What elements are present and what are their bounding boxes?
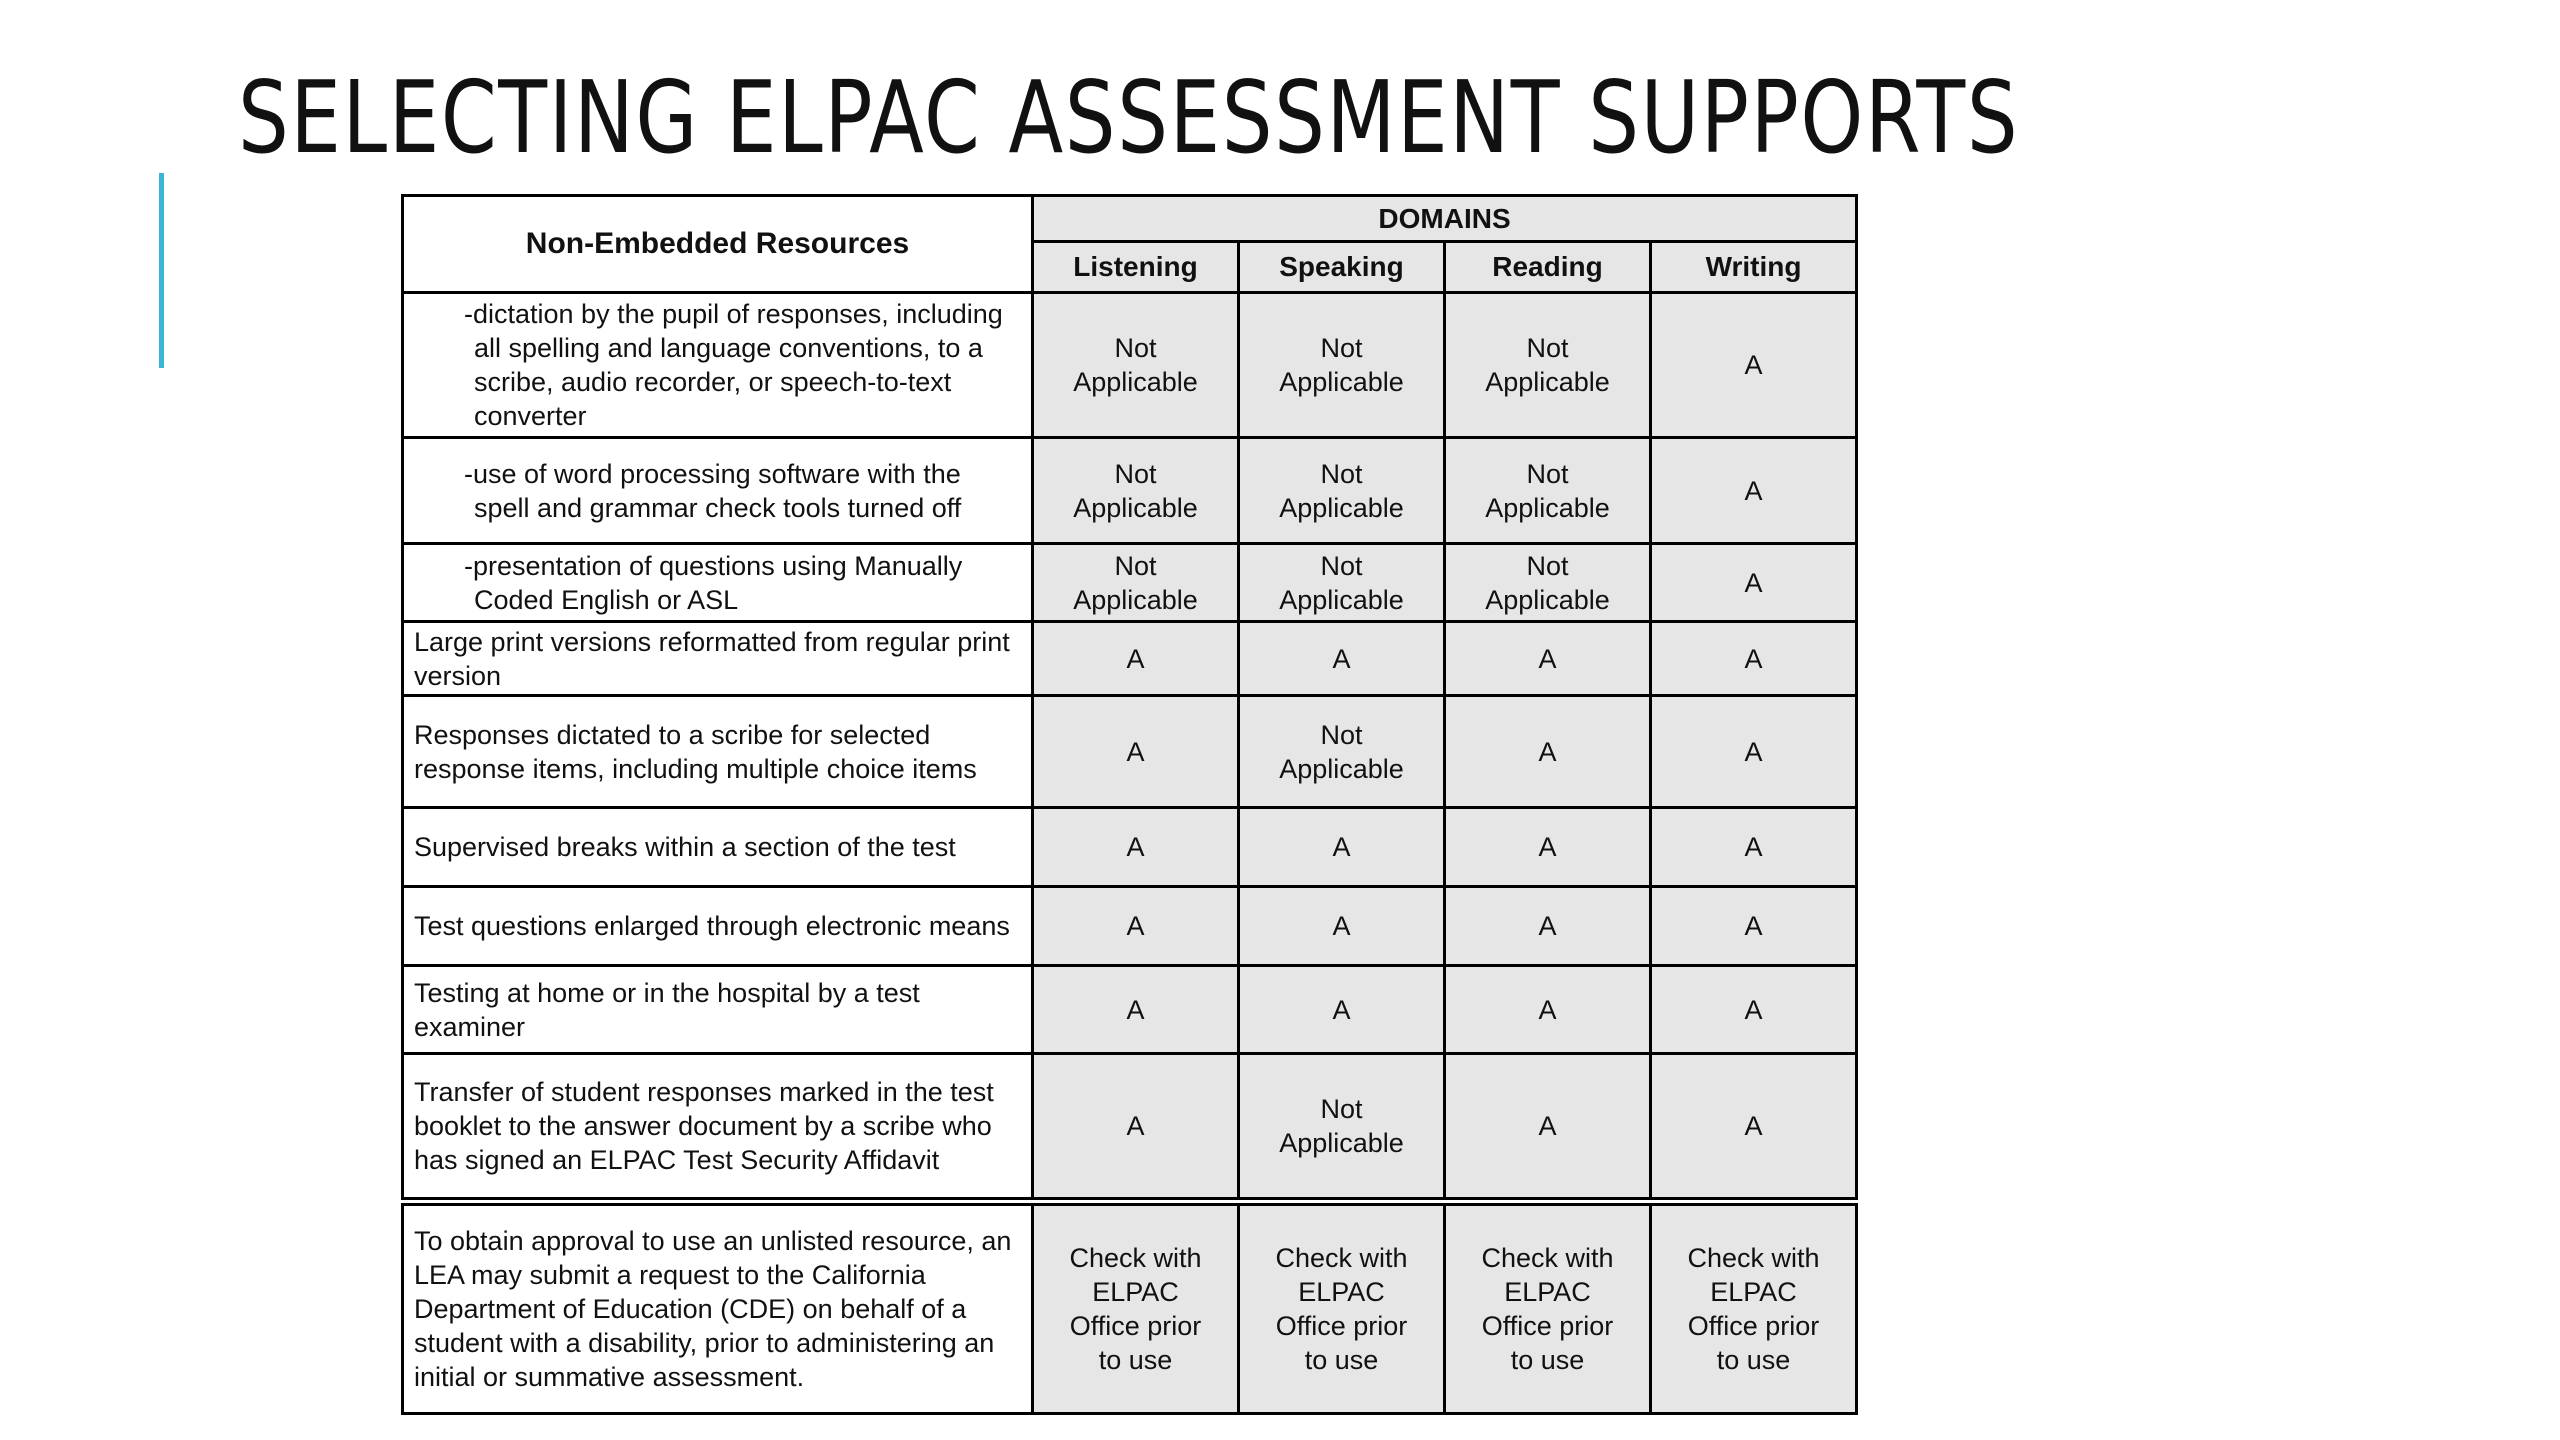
listening-cell: A	[1033, 808, 1239, 887]
resource-cell: Transfer of student responses marked in the test booklet to the answer document by a scribe who has signed an ELPAC Test Security Affidavit	[403, 1054, 1033, 1202]
speaking-cell: Not Applicable	[1239, 438, 1445, 544]
reading-cell: A	[1445, 622, 1651, 696]
writing-cell: A	[1651, 1054, 1857, 1202]
resource-cell: Test questions enlarged through electronic means	[403, 887, 1033, 966]
speaking-cell: Not Applicable	[1239, 544, 1445, 622]
table-row	[403, 293, 1857, 438]
resource-cell: Supervised breaks within a section of the test	[403, 808, 1033, 887]
resource-cell: Testing at home or in the hospital by a test examiner	[403, 966, 1033, 1054]
speaking-cell: Not Applicable	[1239, 293, 1445, 438]
resource-cell: -presentation of questions using Manually Coded English or ASL	[403, 544, 1033, 622]
writing-cell: A	[1651, 887, 1857, 966]
resource-cell: Large print versions reformatted from regular print version	[403, 622, 1033, 696]
listening-cell: Not Applicable	[1033, 293, 1239, 438]
writing-cell: Check with ELPAC Office prior to use	[1651, 1202, 1857, 1414]
domain-header-writing: Writing	[1651, 242, 1857, 293]
reading-cell: Not Applicable	[1445, 544, 1651, 622]
speaking-cell: A	[1239, 622, 1445, 696]
accent-line	[159, 173, 164, 368]
reading-cell: Not Applicable	[1445, 293, 1651, 438]
table-row	[403, 966, 1857, 1054]
table-row	[403, 544, 1857, 622]
listening-cell: A	[1033, 966, 1239, 1054]
resource-column-header: Non-Embedded Resources	[403, 196, 1033, 293]
speaking-cell: Not Applicable	[1239, 1054, 1445, 1202]
writing-cell: A	[1651, 438, 1857, 544]
table-row	[403, 438, 1857, 544]
reading-cell: Check with ELPAC Office prior to use	[1445, 1202, 1651, 1414]
reading-cell: A	[1445, 808, 1651, 887]
domain-header-speaking: Speaking	[1239, 242, 1445, 293]
listening-cell: A	[1033, 696, 1239, 808]
listening-cell: A	[1033, 1054, 1239, 1202]
table-row	[403, 696, 1857, 808]
reading-cell: A	[1445, 696, 1651, 808]
speaking-cell: A	[1239, 966, 1445, 1054]
writing-cell: A	[1651, 544, 1857, 622]
resource-cell: To obtain approval to use an unlisted resource, an LEA may submit a request to the California Department of Education (CDE) on behalf of a student with a disability, prior to administering an initial or summative assessment.	[403, 1202, 1033, 1414]
table-row	[403, 808, 1857, 887]
writing-cell: A	[1651, 808, 1857, 887]
listening-cell: Not Applicable	[1033, 438, 1239, 544]
writing-cell: A	[1651, 293, 1857, 438]
reading-cell: A	[1445, 887, 1651, 966]
writing-cell: A	[1651, 622, 1857, 696]
reading-cell: Not Applicable	[1445, 438, 1651, 544]
resources-table	[401, 194, 1858, 1415]
listening-cell: Not Applicable	[1033, 544, 1239, 622]
reading-cell: A	[1445, 1054, 1651, 1202]
resource-cell: Responses dictated to a scribe for selected response items, including multiple choice items	[403, 696, 1033, 808]
table-row	[403, 1054, 1857, 1202]
listening-cell: Check with ELPAC Office prior to use	[1033, 1202, 1239, 1414]
table-row	[403, 1202, 1857, 1414]
writing-cell: A	[1651, 966, 1857, 1054]
domain-header-listening: Listening	[1033, 242, 1239, 293]
writing-cell: A	[1651, 696, 1857, 808]
domain-header-reading: Reading	[1445, 242, 1651, 293]
listening-cell: A	[1033, 887, 1239, 966]
speaking-cell: A	[1239, 808, 1445, 887]
speaking-cell: A	[1239, 887, 1445, 966]
resource-cell: -use of word processing software with the spell and grammar check tools turned off	[403, 438, 1033, 544]
listening-cell: A	[1033, 622, 1239, 696]
resource-cell: -dictation by the pupil of responses, including all spelling and language conventions, to a scribe, audio recorder, or speech-to-text converter	[403, 293, 1033, 438]
table-row	[403, 622, 1857, 696]
speaking-cell: Check with ELPAC Office prior to use	[1239, 1202, 1445, 1414]
domains-header: DOMAINS	[1033, 196, 1857, 242]
speaking-cell: Not Applicable	[1239, 696, 1445, 808]
slide-title: SELECTING ELPAC ASSESSMENT SUPPORTS	[238, 59, 2020, 176]
reading-cell: A	[1445, 966, 1651, 1054]
table-row	[403, 887, 1857, 966]
